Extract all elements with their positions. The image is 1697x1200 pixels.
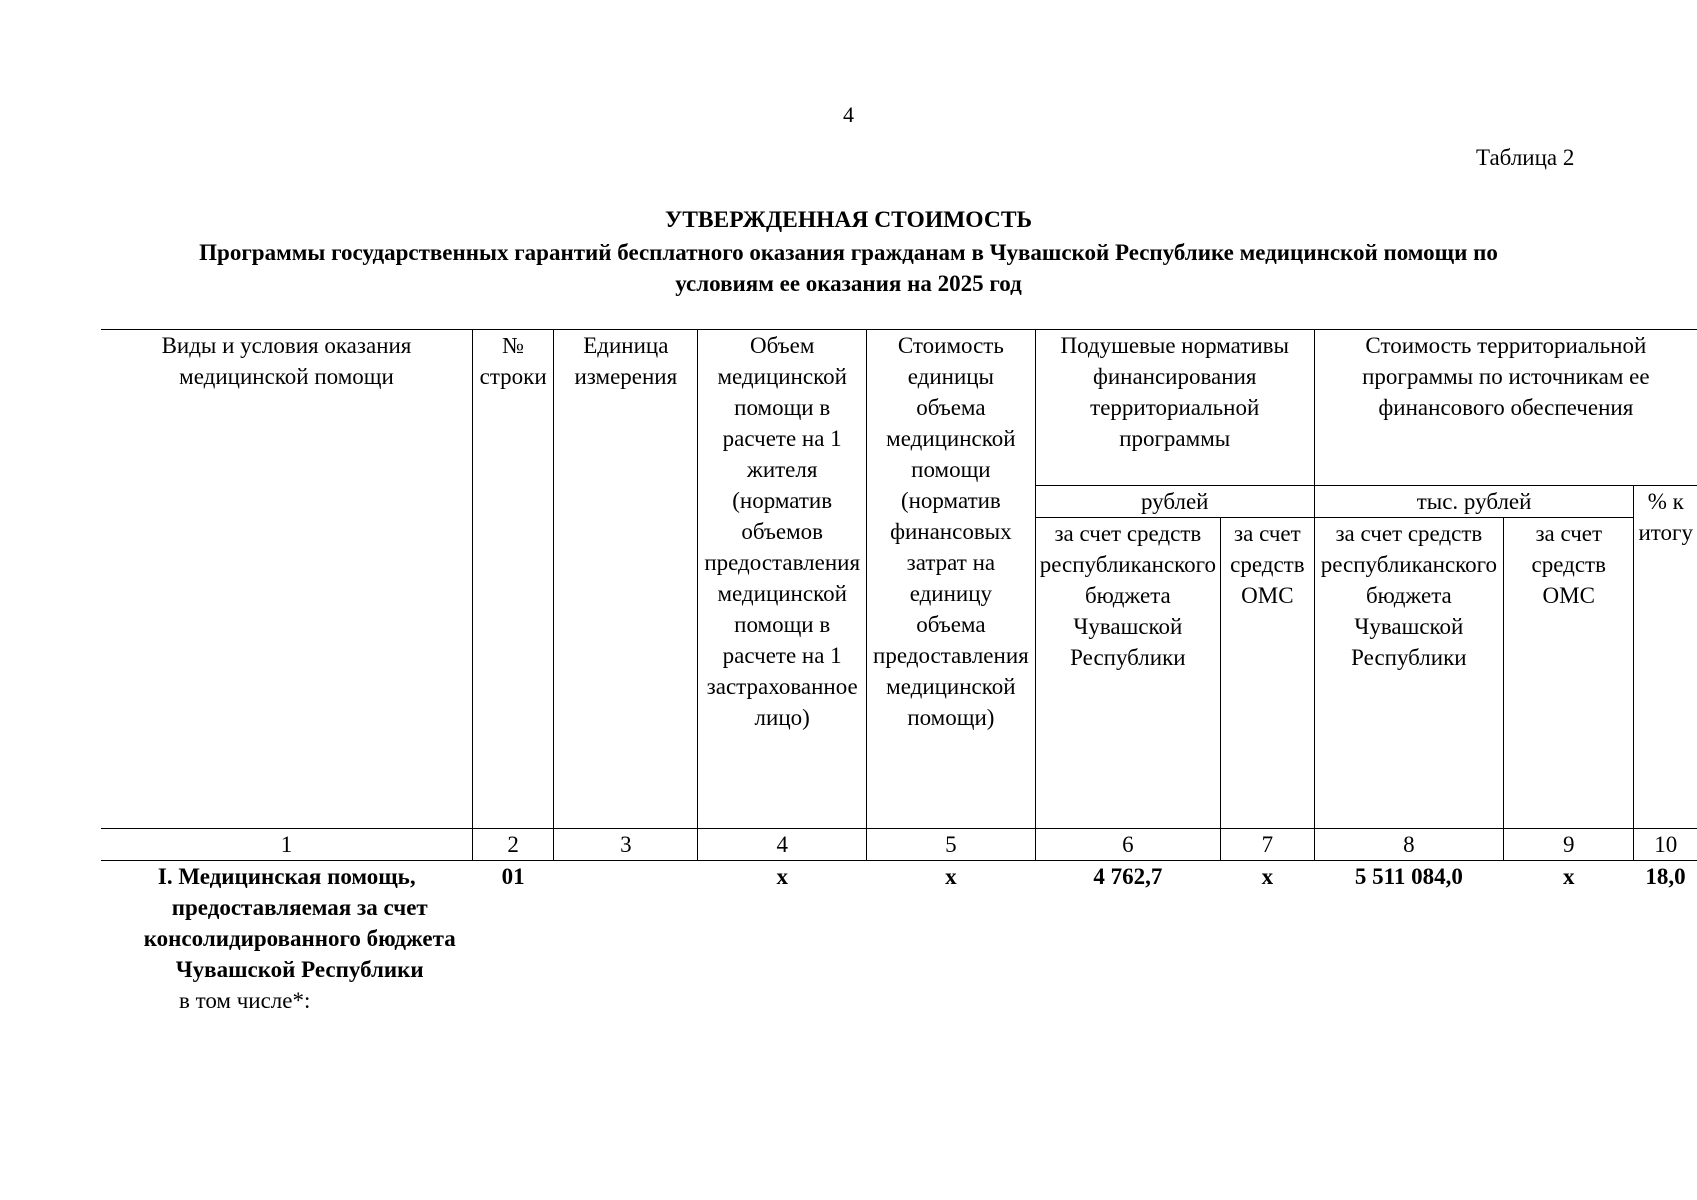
column-number: 4 [698,829,867,861]
row-name [101,861,472,985]
column-number-row [101,829,1697,861]
header-col4: Объем медицинской помощи в расчете на 1 жителя (норматив объемов предоставления медицинской помощи в расчете на 1 застрахованное лицо) [698,330,867,829]
header-col5: Стоимость единицы объема медицинской помощи (норматив финансовых затрат на единицу объема предоставления медицинской помощи) [867,330,1036,829]
column-number: 10 [1634,829,1697,861]
row-cost-budget: 5 511 084,0 [1354,864,1463,889]
header-col1: Виды и условия оказания медицинской помощи [101,330,472,829]
row-name-cell [101,861,472,1017]
row-unit [554,861,698,1017]
row-percapita-budget: 4 762,7 [1093,864,1163,889]
header-col2: № строки [472,330,553,829]
header-col8: за счет средств республиканского бюджета Чувашской Республики [1314,518,1503,829]
header-percapita-group: Подушевые нормативы финансирования территориальной программы [1035,330,1314,486]
row-name-text: I. Медицинская помощь, предоставляемая за счет консолидированного бюджета Чувашской Республики [143,864,456,982]
table-row [101,861,1697,1017]
row-percent: 18,0 [1645,864,1686,889]
row-subnote: в том числе*: [179,988,311,1013]
document-subtitle: Программы государственных гарантий бесплатного оказания гражданам в Чувашской Республике медицинской помощи по условиям ее оказания на 2025 год [199,240,1498,296]
cost-table [101,329,1697,1016]
column-number: 5 [867,829,1036,861]
table-label: Таблица 2 [1476,145,1575,170]
header-cost-group: Стоимость территориальной программы по источникам ее финансового обеспечения [1314,330,1697,486]
row-percapita-oms: х [1261,864,1274,889]
column-number: 1 [101,829,472,861]
column-number: 3 [554,829,698,861]
page-number: 4 [843,102,854,127]
row-cost-oms: х [1563,864,1575,889]
row-volume: х [776,864,788,889]
column-number: 9 [1504,829,1634,861]
header-col6: за счет средств республиканского бюджета Чувашской Республики [1035,518,1220,829]
row-unit-cost: х [945,864,957,889]
header-unit-rub: рублей [1035,486,1314,518]
header-percent: % к итогу [1634,486,1697,829]
document-title: УТВЕРЖДЕННАЯ СТОИМОСТЬ [664,207,1033,233]
header-unit-thousand: тыс. рублей [1314,486,1634,518]
header-col7: за счет средств ОМС [1221,518,1315,829]
header-row-1 [101,330,1697,486]
column-number: 2 [472,829,553,861]
column-number: 8 [1314,829,1503,861]
header-col9: за счет средств ОМС [1504,518,1634,829]
header-col3: Единица измерения [554,330,698,829]
column-number: 6 [1035,829,1220,861]
row-line-number: 01 [501,864,525,889]
column-number: 7 [1221,829,1315,861]
